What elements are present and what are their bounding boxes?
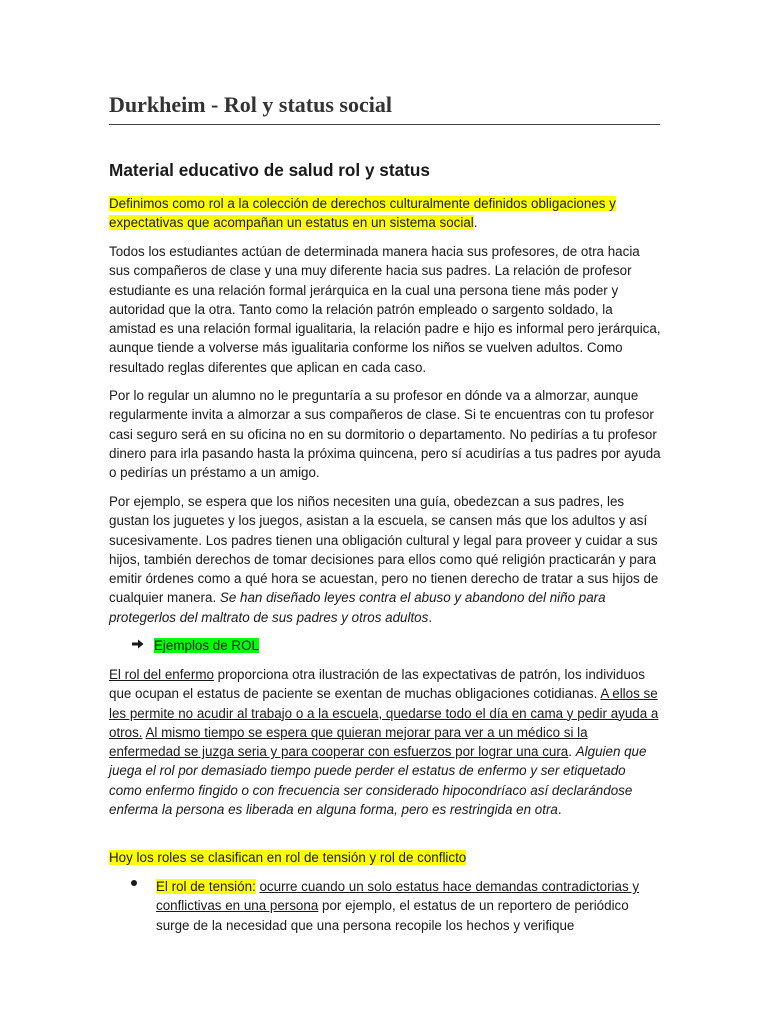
paragraph-relations: Todos los estudiantes actúan de determinada manera hacia sus profesores, de otra hacia sus compañeros de clase y una muy diferente hacia sus padres. La relación de profesor estudiante es una relación formal jerárquica en la cual una persona tiene más poder y autoridad que la otra. Tanto como la relación patrón empleado o sargento soldado, la amistad es una relación formal igualitaria, la relación padre e hijo es informal pero jerárquica, aunque tiende a volverse más igualitaria conforme los niños se vuelven adultos. Como resultado reglas diferentes que aplican en cada caso. — [109, 244, 661, 375]
definition-period: . — [473, 215, 478, 231]
sick-role-period: . — [557, 802, 562, 818]
paragraph-role-types — [109, 848, 661, 867]
role-tension-example: por ejemplo, el estatus de un reportero de periódico surge de la necesidad que una persona recopile los hechos y verifique — [156, 898, 629, 933]
sick-role-text-3: . — [568, 744, 576, 760]
paragraph-sick-role — [109, 665, 661, 819]
sick-role-italic: Alguien que juega el rol por demasiado tiempo puede perder el estatus de enfermo y ser etiquetado como enfermo fingido o con frecuencia ser considerado hipocondríaco así declarándose enferma la persona es liberada en alguna forma, pero es restringida en otra — [109, 744, 647, 818]
paragraph-definition — [109, 194, 661, 233]
children-italic: Se han diseñado leyes contra el abuso y abandono del niño para protegerlos del maltrato de sus padres y otros adultos — [109, 590, 606, 625]
paragraph-children — [109, 492, 661, 627]
children-period: . — [428, 609, 433, 625]
role-tension-label: El rol de tensión: — [156, 879, 256, 894]
sick-role-text-1: proporciona otra ilustración de las expectativas de patrón, los individuos que ocupan el estatus de paciente se exentan de muchas obligaciones cotidianas. — [109, 667, 645, 702]
role-types-highlight: Hoy los roles se clasifican en rol de tensión y rol de conflicto — [109, 850, 467, 865]
role-tension-definition: ocurre cuando un solo estatus hace demandas contradictorias y conflictivas en una persona — [156, 879, 640, 914]
document-title: Durkheim - Rol y status social — [109, 92, 392, 117]
examples-heading — [132, 636, 259, 655]
sick-role-underline-2: A ellos se les permite no acudir al trabajo o a la escuela, quedarse todo el día en cama y pedir ayuda a otros. — [109, 686, 659, 740]
bullet-role-tension — [156, 877, 661, 935]
sick-role-underline-3: Al mismo tiempo se espera que quieran mejorar para ver a un médico si la enfermedad se juzga seria y para cooperar con esfuerzos por lograr una cura — [109, 724, 588, 760]
sick-role-term: El rol del enfermo — [109, 667, 214, 682]
arrow-right-icon — [132, 636, 144, 655]
examples-heading-label: Ejemplos de ROL — [154, 638, 259, 653]
bullet-dot-icon — [131, 880, 137, 886]
title-divider — [109, 124, 660, 125]
children-text: Por ejemplo, se espera que los niños necesiten una guía, obedezcan a sus padres, les gustan los juguetes y los juegos, asistan a la escuela, se cansen más que los adultos y así sucesivamente. Los padres tienen una obligación cultural y legal para proveer y cuidar a sus hijos, también derechos de tomar decisiones para ellos como qué religión practicarán y para emitir órdenes como a qué hora se acuestan, pero no tienen derecho de tratar a sus hijos de cualquier manera. — [109, 494, 659, 606]
paragraph-lunch: Por lo regular un alumno no le preguntaría a su profesor en dónde va a almorzar, aunque regularmente invita a almorzar a sus compañeros de clase. Si te encuentras con tu profesor casi seguro será en su oficina no en su dormitorio o departamento. No pedirías a tu profesor dinero para irla pasando hasta la próxima quincena, pero sí acudirías a tus padres por ayuda o pedirías un préstamo a un amigo. — [109, 388, 661, 481]
document-subtitle: Material educativo de salud rol y status — [109, 160, 430, 180]
highlight-definition: Definimos como rol a la colección de derechos culturalmente definidos obligaciones y expectativas que acompañan un estatus en un sistema social — [109, 196, 616, 231]
